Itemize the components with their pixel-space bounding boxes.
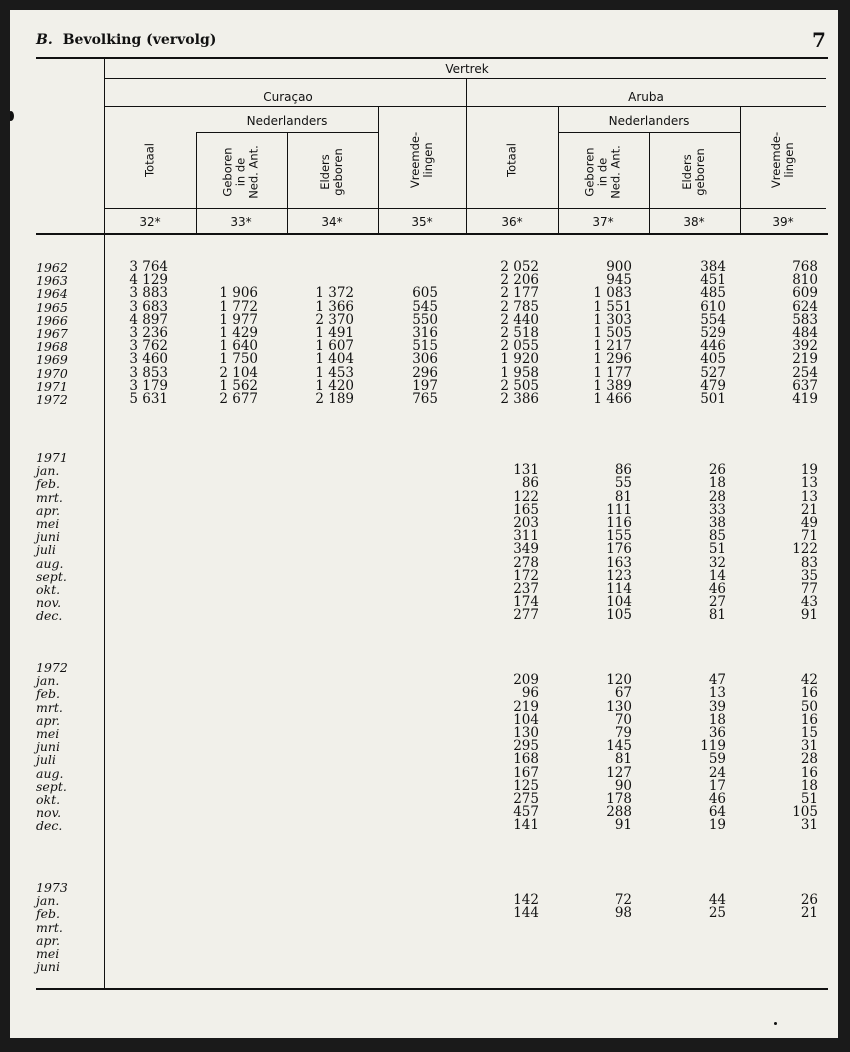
table-cell: 104 [513,711,539,728]
label-rule [104,208,826,209]
table-cell: 155 [606,528,632,545]
row-label: dec. [36,818,63,834]
table-cell: 2 189 [315,391,354,407]
table-cell: 810 [792,272,818,289]
table-cell: 501 [700,391,726,407]
row-label: feb. [36,906,60,922]
table-cell: 610 [700,298,726,315]
table-cell: 167 [513,764,539,781]
table-cell: 67 [614,685,632,702]
table-cell: 81 [708,607,726,624]
table-cell: 349 [513,541,539,558]
column-number: 39* [772,215,794,229]
table-cell: 1 466 [593,391,632,407]
curacao-nederlanders-header: Nederlanders [246,114,328,128]
table-cell: 46 [708,581,726,597]
table-cell: 296 [412,364,438,381]
table-cell: 485 [700,285,726,302]
row-label: aug. [36,765,64,781]
column-label: Vreemde- lingen [769,131,796,189]
table-cell: 278 [513,554,539,571]
table-cell: 13 [800,475,818,492]
table-cell: 31 [800,738,818,755]
row-label: aug. [36,555,64,571]
table-cell: 86 [614,462,632,479]
table-cell: 19 [708,817,726,834]
table-cell: 419 [792,391,818,407]
table-cell: 16 [800,711,818,728]
row-label: 1971 [36,378,68,394]
year-heading: 1971 [36,450,68,465]
table-cell: 33 [708,501,726,518]
table-cell: 81 [614,751,632,768]
table-cell: 451 [700,272,726,289]
table-cell: 25 [708,905,726,922]
table-cell: 81 [614,488,632,505]
table-cell: 91 [614,817,632,834]
table-cell: 2 505 [500,377,539,394]
page-number: 7 [812,28,826,52]
table-cell: 172 [513,567,539,584]
table-cell: 209 [513,672,539,689]
table-cell: 1 217 [593,338,632,355]
table-cell: 59 [708,751,726,768]
table-cell: 55 [614,475,632,492]
table-cell: 15 [800,725,818,741]
table-cell: 111 [606,501,632,518]
row-label: jan. [36,893,60,909]
table-cell: 583 [792,311,818,328]
aruba-header: Aruba [628,90,664,104]
vertrek-rule [104,78,826,79]
table-cell: 311 [513,528,539,545]
curacao-header: Curaçao [263,90,313,104]
row-label: 1970 [36,365,68,381]
column-number: 33* [230,215,252,229]
table-cell: 19 [800,462,818,479]
col-divider [649,132,650,233]
scan-speck [774,1022,777,1025]
table-cell: 605 [412,285,438,302]
table-cell: 51 [708,541,726,558]
table-cell: 219 [513,698,539,715]
row-label: nov. [36,595,62,611]
column-number: 37* [592,215,614,229]
row-label: mei [36,726,60,741]
col-divider [196,132,197,233]
table-cell: 39 [708,698,726,715]
table-cell: 47 [708,672,726,689]
page-header [36,32,216,48]
table-cell: 130 [513,725,539,741]
table-cell: 77 [800,581,818,597]
table-cell: 2 055 [500,338,539,355]
table-cell: 219 [792,351,818,368]
aruba-nederlanders-header: Nederlanders [608,114,690,128]
table-cell: 90 [614,777,632,794]
table-cell: 4 897 [129,311,168,328]
column-label: Geboren in de Ned. Ant. [582,145,623,199]
col-divider [558,106,559,233]
column-label: Elders geboren [680,148,707,196]
column-label: Geboren in de Ned. Ant. [220,145,261,199]
table-cell: 484 [792,325,818,341]
table-cell: 131 [513,462,539,479]
scan-speck [10,111,14,121]
table-cell: 21 [800,905,818,922]
column-label: Vreemde- lingen [408,131,435,189]
table-cell: 2 386 [500,391,539,407]
table-cell: 43 [800,594,818,611]
section-letter: B. [36,32,53,48]
table-cell: 105 [792,804,818,821]
table-cell: 1 958 [500,364,539,381]
table-cell: 554 [700,311,726,328]
row-label: mrt. [36,919,63,935]
table-cell: 105 [606,607,632,624]
table-cell: 609 [792,285,818,302]
row-label: 1972 [36,392,68,407]
table-cell: 624 [792,298,818,315]
region-rule [104,106,826,107]
table-cell: 1 429 [219,325,258,341]
table-cell: 900 [606,259,632,275]
table-cell: 104 [606,594,632,611]
table-cell: 142 [513,892,539,909]
table-cell: 122 [792,541,818,558]
table-cell: 2 104 [219,364,258,381]
table-cell: 392 [792,338,818,355]
table-cell: 2 370 [315,311,354,328]
table-cell: 3 762 [129,338,168,355]
table-cell: 116 [606,515,632,531]
table-cell: 1 562 [219,377,258,394]
table-cell: 123 [606,567,632,584]
column-label: Totaal [142,143,157,177]
table-cell: 3 460 [129,351,168,368]
row-label: okt. [36,792,61,807]
table-cell: 4 129 [129,272,168,289]
table-cell: 96 [521,685,539,702]
table-cell: 14 [708,567,726,584]
row-label: 1964 [36,286,68,302]
document-page [10,10,838,1038]
table-cell: 1 551 [593,298,632,315]
table-cell: 28 [708,488,726,505]
table-cell: 174 [513,594,539,611]
col-divider [287,132,288,233]
year-heading: 1972 [36,660,68,675]
table-cell: 384 [700,259,726,275]
table-cell: 31 [800,817,818,834]
row-label: juli [36,542,56,558]
table-cell: 85 [708,528,726,545]
table-cell: 1 366 [315,298,354,315]
table-cell: 515 [412,338,438,355]
table-cell: 2 785 [500,298,539,315]
table-cell: 44 [708,892,726,909]
table-cell: 479 [700,377,726,394]
table-cell: 91 [800,607,818,624]
table-cell: 145 [606,738,632,755]
row-label: 1965 [36,299,68,315]
table-cell: 1 303 [593,311,632,328]
table-cell: 237 [513,581,539,597]
column-number: 35* [411,215,433,229]
row-label: mrt. [36,699,63,715]
table-cell: 163 [606,554,632,571]
section-title: Bevolking (vervolg) [62,32,217,48]
top-rule [36,57,828,59]
table-cell: 3 236 [129,325,168,341]
row-label: jan. [36,463,60,479]
table-cell: 28 [800,751,818,768]
table-cell: 1 420 [315,377,354,394]
table-cell: 277 [513,607,539,624]
table-cell: 168 [513,751,539,768]
table-cell: 70 [614,711,632,728]
table-cell: 1 389 [593,377,632,394]
table-cell: 275 [513,791,539,807]
table-cell: 1 920 [500,351,539,368]
table-cell: 46 [708,791,726,807]
column-label: Totaal [504,143,519,177]
row-label: 1962 [36,260,68,275]
bottom-rule [36,988,828,990]
table-cell: 86 [521,475,539,492]
row-label: mrt. [36,489,63,505]
row-label: nov. [36,805,62,821]
table-cell: 2 518 [500,325,539,341]
table-cell: 120 [606,672,632,689]
column-number: 32* [139,215,161,229]
table-cell: 32 [708,554,726,571]
table-cell: 1 607 [315,338,354,355]
table-cell: 405 [700,351,726,368]
header-bottom-rule [36,233,828,235]
table-cell: 2 206 [500,272,539,289]
row-label: dec. [36,608,63,624]
column-label: Elders geboren [318,148,345,196]
table-cell: 72 [614,892,632,909]
table-cell: 2 177 [500,285,539,302]
row-label: 1968 [36,339,68,355]
table-cell: 768 [792,259,818,275]
table-cell: 1 083 [593,285,632,302]
table-cell: 1 177 [593,364,632,381]
table-cell: 21 [800,501,818,518]
row-label: sept. [36,778,67,794]
table-cell: 24 [708,764,726,781]
table-cell: 765 [412,391,438,407]
table-cell: 51 [800,791,818,807]
table-cell: 13 [708,685,726,702]
table-cell: 1 296 [593,351,632,368]
table-cell: 3 764 [129,259,168,275]
table-cell: 50 [800,698,818,715]
table-cell: 98 [614,905,632,922]
table-cell: 13 [800,488,818,505]
table-cell: 16 [800,764,818,781]
table-cell: 288 [606,804,632,821]
table-cell: 18 [708,711,726,728]
table-cell: 3 683 [129,298,168,315]
table-cell: 295 [513,738,539,755]
table-cell: 457 [513,804,539,821]
table-cell: 18 [800,777,818,794]
table-cell: 1 372 [315,285,354,302]
col-divider [740,106,741,233]
table-cell: 1 977 [219,311,258,328]
row-label: 1966 [36,312,68,328]
table-cell: 42 [800,672,818,689]
table-cell: 119 [700,738,726,755]
table-cell: 197 [412,377,438,394]
row-label: jan. [36,673,60,689]
table-cell: 527 [700,364,726,381]
table-cell: 1 640 [219,338,258,355]
table-cell: 550 [412,311,438,328]
table-cell: 1 491 [315,325,354,341]
table-cell: 3 853 [129,364,168,381]
table-cell: 446 [700,338,726,355]
table-cell: 130 [606,698,632,715]
table-cell: 2 677 [219,391,258,407]
table-cell: 127 [606,764,632,781]
table-cell: 178 [606,791,632,807]
table-cell: 17 [708,777,726,794]
table-cell: 83 [800,554,818,571]
row-label: 1967 [36,326,68,341]
table-cell: 49 [800,515,818,531]
table-cell: 5 631 [129,391,168,407]
table-cell: 18 [708,475,726,492]
table-cell: 2 052 [500,259,539,275]
table-cell: 141 [513,817,539,834]
year-heading: 1973 [36,880,68,895]
row-label: juni [36,739,60,755]
table-cell: 35 [800,567,818,584]
row-label: apr. [36,932,61,948]
table-cell: 1 772 [219,298,258,315]
table-cell: 125 [513,777,539,794]
table-cell: 114 [606,581,632,597]
col-divider [466,78,467,233]
table-cell: 64 [708,804,726,821]
row-label: mei [36,516,60,531]
row-label: okt. [36,582,61,597]
table-cell: 27 [708,594,726,611]
row-label: apr. [36,712,61,728]
column-number: 36* [501,215,523,229]
table-cell: 1 453 [315,364,354,381]
table-cell: 36 [708,725,726,741]
row-label: 1969 [36,352,68,368]
table-cell: 1 505 [593,325,632,341]
table-cell: 26 [708,462,726,479]
table-cell: 3 179 [129,377,168,394]
table-cell: 545 [412,298,438,315]
table-cell: 945 [606,272,632,289]
table-cell: 144 [513,905,539,922]
table-cell: 203 [513,515,539,531]
table-cell: 1 750 [219,351,258,368]
table-cell: 71 [800,528,818,545]
table-cell: 176 [606,541,632,558]
row-label: 1963 [36,273,68,289]
table-cell: 254 [792,364,818,381]
table-cell: 165 [513,501,539,518]
row-label: feb. [36,476,60,492]
stub-divider [104,58,105,988]
table-cell: 2 440 [500,311,539,328]
table-cell: 26 [800,892,818,909]
table-cell: 1 404 [315,351,354,368]
table-cell: 306 [412,351,438,368]
table-cell: 529 [700,325,726,341]
vertrek-header: Vertrek [445,62,489,76]
row-label: apr. [36,502,61,518]
row-label: sept. [36,568,67,584]
table-cell: 637 [792,377,818,394]
table-cell: 1 906 [219,285,258,302]
table-cell: 122 [513,488,539,505]
row-label: feb. [36,686,60,702]
table-cell: 316 [412,325,438,341]
table-cell: 79 [614,725,632,741]
table-cell: 38 [708,515,726,531]
table-cell: 3 883 [129,285,168,302]
column-number: 34* [321,215,343,229]
row-label: juni [36,959,60,975]
col-divider [378,106,379,233]
row-label: mei [36,946,60,961]
row-label: juni [36,529,60,545]
row-label: juli [36,752,56,768]
table-cell: 16 [800,685,818,702]
column-number: 38* [683,215,705,229]
